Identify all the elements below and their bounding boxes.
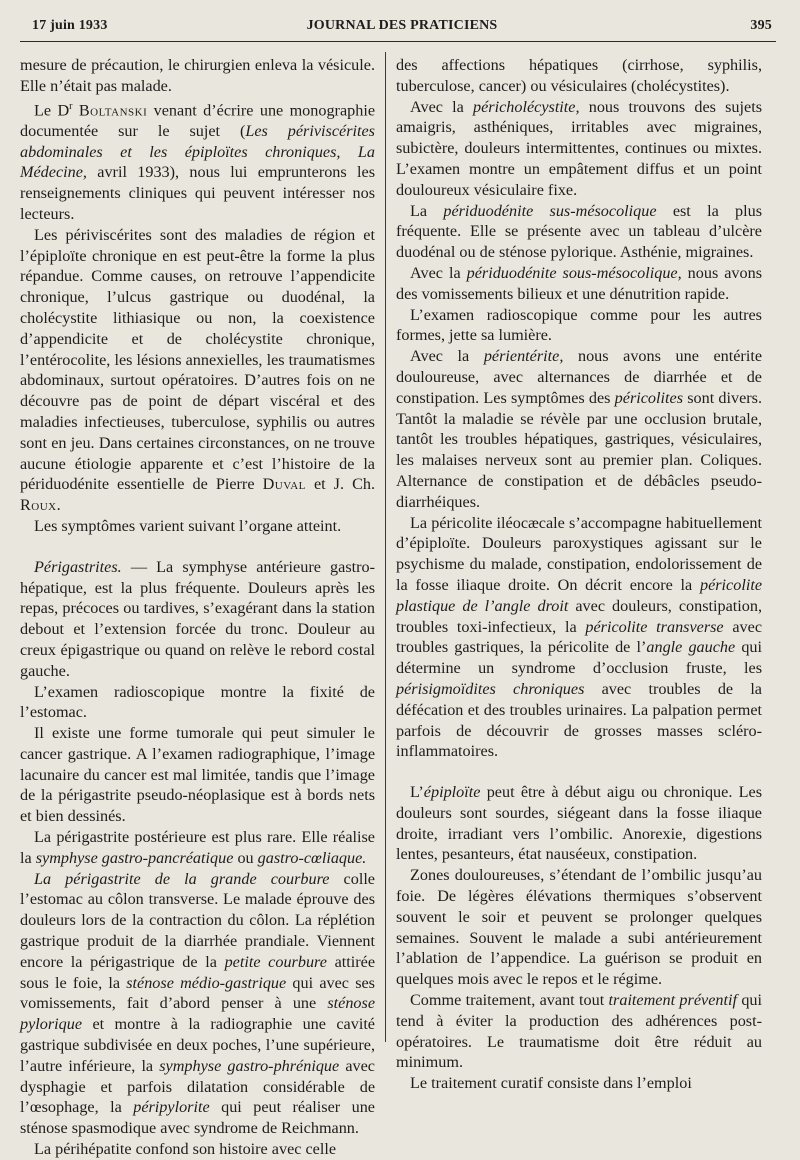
italic-text: La périgastrite de la grande courbure	[34, 869, 330, 888]
text-run: et montre à la radiographie une cavité gastrique subdivisée en deux poches, l’une supérieure, l’autre inférieure, la	[20, 1015, 375, 1075]
text-run: et J. Ch.	[305, 475, 376, 494]
text-run: La péricolite iléocæcale s’accompagne habituellement d’épiploïte. Douleurs paroxystiques agissant sur le psychisme du malade, constipation, endolorissement de la fosse iliaque droite. On décrit encore la	[396, 513, 762, 594]
text-run: est la plus fréquente. Elle se présente avec un tableau d’ulcère duodénal ou de sténose pylorique. Asthénie, migraines.	[396, 201, 763, 262]
italic-text: périduodénite sus-mésocolique	[443, 201, 657, 220]
journal-title: JOURNAL DES PRATICIENS	[306, 18, 498, 33]
text-run: La périhépatite confond son histoire avec celle	[34, 1140, 337, 1159]
text-run: avec troubles de la défécation et des troubles urinaires. La palpation permet parfois de découvrir de grosses masses scléro-inflammatoires.	[396, 679, 762, 761]
paragraph	[20, 869, 375, 1139]
italic-text: péricolite transverse	[585, 617, 724, 636]
text-run: Le traitement curatif consiste dans l’emploi	[410, 1074, 692, 1093]
header-rule	[20, 41, 776, 42]
italic-text: péricolites	[614, 388, 684, 407]
paragraph	[396, 201, 762, 263]
text-run: sont divers. Tantôt la maladie se révèle par une occlusion brutale, tantôt les troubles hépatiques, gastriques, vésiculaires, les malaises nerveux sont au premier plan. Coliques. Alternance de constipation et de débâcles pseudo-diarrhéiques.	[396, 388, 763, 511]
paragraph	[20, 225, 375, 516]
text-run: avec troubles gastriques, la péricolite de l’	[396, 617, 763, 657]
italic-text: épiploïte	[423, 783, 481, 802]
text-run: qui avec ses vomissements, fait d’abord penser à une	[20, 973, 375, 1013]
italic-text: angle gauche	[646, 638, 736, 657]
text-run: L’	[410, 783, 424, 802]
text-run: qui tend à éviter la production des adhérences post-opératoires. Le traumatisme doit être réduit au minimum.	[396, 991, 762, 1072]
paragraph	[20, 1139, 375, 1160]
italic-text: péricholécystite,	[473, 97, 580, 116]
italic-text: traitement préventif	[608, 991, 737, 1010]
text-run: mesure de précaution, le chirurgien enleva la vésicule. Elle n’était pas malade.	[20, 56, 375, 95]
text-run: Avec la	[410, 347, 484, 366]
paragraph-continued	[20, 55, 375, 97]
text-run: nous avons une entérite douloureuse, avec alternances de diarrhée et de constipation. Les symptômes des	[396, 347, 763, 407]
italic-text: péricolite plastique de l’angle droit	[396, 575, 762, 615]
italic-text: Périgastrites.	[34, 557, 122, 576]
text-run: des affections hépatiques (cirrhose, syphilis, tuberculose, cancer) ou vésiculaires (cholécystites).	[396, 56, 762, 95]
italic-text: symphyse gastro-phrénique	[159, 1056, 340, 1075]
running-header	[32, 14, 772, 36]
text-run: L’examen radioscopique montre la fixité de l’estomac.	[20, 682, 375, 722]
text-run: avec dysphagie et parfois dilatation considérable de l’œsophage, la	[20, 1056, 375, 1117]
italic-text: gastro-cœliaque.	[257, 848, 367, 867]
italic-text: périentérite,	[483, 347, 564, 366]
paragraph	[396, 263, 762, 305]
text-run: L’examen radioscopique comme pour les autres formes, jette sa lumière.	[396, 305, 762, 345]
text-run: .	[56, 496, 61, 515]
author-name: Boltanski	[78, 100, 148, 119]
author-name: Duval	[262, 475, 306, 494]
text-run: ou	[233, 848, 258, 867]
text-run: Le D	[34, 100, 70, 119]
right-column	[396, 55, 762, 1094]
page-number: 395	[750, 18, 772, 33]
text-run: qui peut réaliser une sténose spasmodique avec syndrome de Reichmann.	[20, 1098, 375, 1138]
text-run: Les symptômes varient suivant l’organe atteint.	[34, 516, 342, 535]
text-run: nous trouvons des sujets amaigris, asthéniques, irritables avec migraines, subictère, douleurs intermittentes, continues ou mixtes. L’examen montre un empâtement diffus et un point douloureux vésiculaire fixe.	[396, 97, 762, 199]
italic-text: péripylorite	[133, 1098, 210, 1117]
paragraph	[396, 782, 762, 865]
text-run: qui détermine un syndrome d’occlusion fruste, les	[396, 638, 762, 678]
text-run: La périgastrite postérieure est plus rare. Elle réalise la	[20, 828, 375, 867]
paragraph	[20, 557, 375, 682]
column-divider	[385, 52, 386, 1042]
text-run: peut être à début aigu ou chronique. Les douleurs sont sourdes, siégeant dans la fosse iliaque droite, irradiant vers l’ombilic. Anorexie, digestions lentes, pesanteurs, état nauséeux, constipation.	[396, 783, 762, 864]
text-run: Zones douloureuses, s’étendant de l’ombilic jusqu’au foie. De légères élévations thermiques s’observent souvent le soir et peuvent se prolonger quelques semaines. Souvent le malade a subi antérieurement l’ablation de l’appendice. La guérison se produit en quelques mois avec le repos et le régime.	[396, 866, 762, 989]
author-name: Roux	[20, 496, 57, 515]
paragraph	[396, 865, 762, 990]
italic-text: sténose pylorique	[20, 994, 375, 1034]
paragraph	[396, 346, 762, 512]
text-run: avec douleurs, constipation, troubles toxi-infectieux, la	[396, 596, 762, 636]
italic-text: Les périviscérites abdominales et les épiploïtes chroniques, La Médecine,	[20, 121, 375, 182]
paragraph	[20, 682, 375, 724]
text-run: La	[410, 201, 444, 220]
text-run: Les périviscérites sont des maladies de région et l’épiploïte chronique en est peut-être la forme la plus répandue. Comme causes, on retrouve l’appendicite chronique, l’ulcus gastrique ou duodénal, la cholécystite lithiasique ou non, la coexistence d’appendicite et de cholécystite chronique, l’entérocolite, les lésions annexielles, les traumatismes abdominaux, surtout opératoires. D’autres fois on ne découvre pas de point de départ viscéral et des maladies infectieuses, tuberculose, syphilis ou autres sont en jeu. Dans certaines circonstances, on ne trouve aucune étiologie apparente et c’est l’histoire de la périduodénite essentielle de Pierre	[20, 225, 375, 494]
text-run: Avec la	[410, 97, 474, 116]
paragraph	[396, 513, 762, 763]
italic-text: périsigmoïdites chroniques	[396, 679, 585, 698]
text-run: nous avons des vomissements bilieux et une dénutrition rapide.	[396, 263, 762, 303]
text-run: — La symphyse antérieure gastro-hépatique, est la plus fréquente. Douleurs après les repas, précoces ou tardives, s’exagérant dans la station debout et l’extension forcée du tronc. Douleur au creux épigastrique ou quand on relève le rebord costal gauche.	[20, 557, 375, 680]
paragraph	[20, 827, 375, 869]
paragraph	[396, 990, 762, 1073]
header-date: 17 juin 1933	[32, 18, 108, 33]
italic-text: sténose médio-gastrique	[126, 973, 287, 992]
text-run: Comme traitement, avant tout	[410, 991, 609, 1010]
text-run: avril 1933), nous lui emprunterons les renseignements cliniques qui peuvent intéresser nos lecteurs.	[20, 163, 375, 223]
paragraph	[396, 97, 762, 201]
italic-text: symphyse gastro-pancréatique	[35, 848, 234, 867]
text-run: attirée sous le foie, la	[20, 952, 376, 992]
text-run: r	[69, 100, 73, 112]
text-run: Il existe une forme tumorale qui peut simuler le cancer gastrique. A l’examen radiographique, l’image lacunaire du cancer est mal limitée, tandis que l’image de la périgastrite pseudo-néoplasique est à bords nets et bien dessinés.	[20, 724, 375, 826]
text-run: Avec la	[410, 263, 467, 282]
text-run: colle l’estomac au côlon transverse. Le malade éprouve des douleurs lors de la contraction du côlon. La réplétion gastrique produit de la diarrhée prandiale. Viennent encore la périgastrique de la	[20, 869, 375, 971]
paragraph	[20, 516, 375, 537]
paragraph	[396, 1073, 762, 1094]
paragraph	[396, 305, 762, 347]
italic-text: petite courbure	[224, 952, 327, 971]
text-run: venant d’écrire une monographie documentée sur le sujet (	[20, 100, 376, 140]
paragraph	[20, 723, 375, 827]
paragraph	[20, 97, 375, 225]
paragraph-continued	[396, 55, 762, 97]
italic-text: périduodénite sous-mésocolique,	[466, 263, 682, 282]
left-column	[20, 55, 375, 1160]
